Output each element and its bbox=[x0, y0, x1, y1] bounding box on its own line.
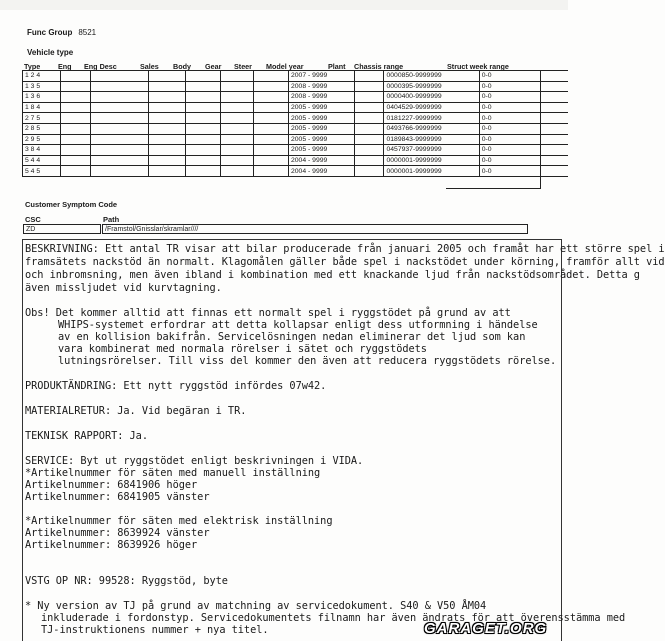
cell-body bbox=[185, 92, 220, 103]
cell-struct: 0-0 bbox=[479, 71, 568, 82]
cell-eng-desc bbox=[90, 102, 148, 113]
technical-report: TEKNISK RAPPORT: Ja. bbox=[25, 430, 148, 442]
electric-part-right: Artikelnummer: 8639926 höger bbox=[25, 539, 198, 551]
cell-chassis: 0404529-9999999 bbox=[384, 102, 479, 113]
cell-chassis: 0189843-9999999 bbox=[384, 134, 479, 145]
cell-gear bbox=[220, 71, 253, 82]
cell-eng bbox=[61, 166, 91, 177]
col-steer: Steer bbox=[234, 62, 252, 71]
cell-steer bbox=[253, 134, 288, 145]
cell-model-year: 2005 - 9999 bbox=[289, 145, 355, 156]
cell-plant bbox=[354, 123, 384, 134]
cell-model-year: 2007 - 9999 bbox=[289, 71, 355, 82]
cell-chassis: 0000001-9999999 bbox=[384, 155, 479, 166]
cell-type: 5 4 5 bbox=[23, 166, 61, 177]
cell-struct: 0-0 bbox=[479, 113, 568, 124]
note-line-1: Obs! Det kommer alltid att finnas ett normalt spel i ryggstödet på grund av att bbox=[25, 307, 511, 319]
path-label: Path bbox=[103, 215, 120, 224]
path-value: /Framstol/Gnisslar/skramlar//// bbox=[102, 224, 528, 234]
cell-plant bbox=[354, 81, 384, 92]
cell-body bbox=[185, 71, 220, 82]
cell-plant bbox=[354, 71, 384, 82]
description-line-4: även missljudet vid kurvtagning. bbox=[25, 282, 222, 294]
vstg-op-nr: VSTG OP NR: 99528: Ryggstöd, byte bbox=[25, 575, 228, 587]
cell-struct: 0-0 bbox=[479, 92, 568, 103]
cell-plant bbox=[354, 113, 384, 124]
cell-body bbox=[185, 155, 220, 166]
cell-sales bbox=[149, 123, 185, 134]
cell-plant bbox=[354, 166, 384, 177]
cell-eng bbox=[61, 134, 91, 145]
col-model-year: Model year bbox=[266, 62, 304, 71]
service-line: SERVICE: Byt ut ryggstödet enligt beskrivningen i VIDA. bbox=[25, 455, 364, 467]
revision-note-line-2: inkluderade i fordonstyp. Servicedokumentets filnamn har även ändrats för att överensstämma med bbox=[41, 612, 626, 624]
col-body: Body bbox=[173, 62, 191, 71]
cell-body bbox=[185, 166, 220, 177]
cell-type: 2 9 5 bbox=[23, 134, 61, 145]
col-chassis-range: Chassis range bbox=[354, 62, 404, 71]
cell-gear bbox=[220, 155, 253, 166]
cell-chassis: 0000850-9999999 bbox=[384, 71, 479, 82]
cell-eng-desc bbox=[90, 81, 148, 92]
cell-eng bbox=[61, 145, 91, 156]
col-sales: Sales bbox=[140, 62, 159, 71]
cell-sales bbox=[149, 145, 185, 156]
cell-type: 1 2 4 bbox=[23, 71, 61, 82]
cell-body bbox=[185, 145, 220, 156]
cell-type: 1 3 6 bbox=[23, 92, 61, 103]
cell-sales bbox=[149, 71, 185, 82]
note-line-4: vara kombinerat med normala rörelser i sätet och ryggstödets bbox=[58, 343, 427, 355]
cell-type: 5 4 4 bbox=[23, 155, 61, 166]
col-eng: Eng bbox=[58, 62, 72, 71]
cell-type: 3 8 4 bbox=[23, 145, 61, 156]
cell-body bbox=[185, 123, 220, 134]
col-plant: Plant bbox=[328, 62, 346, 71]
cell-chassis: 0000001-9999999 bbox=[384, 166, 479, 177]
cell-model-year: 2004 - 9999 bbox=[289, 155, 355, 166]
cell-chassis: 0493766-9999999 bbox=[384, 123, 479, 134]
cell-sales bbox=[149, 92, 185, 103]
cell-type: 1 8 4 bbox=[23, 102, 61, 113]
cell-chassis: 0000400-9999999 bbox=[384, 92, 479, 103]
cell-struct: 0-0 bbox=[479, 155, 568, 166]
note-line-2: WHIPS-systemet erfordrar att detta kollapsar enligt dess utformning i händelse bbox=[58, 319, 538, 331]
cell-model-year: 2005 - 9999 bbox=[289, 113, 355, 124]
cell-steer bbox=[253, 71, 288, 82]
cell-model-year: 2005 - 9999 bbox=[289, 134, 355, 145]
cell-struct: 0-0 bbox=[479, 134, 568, 145]
cell-sales bbox=[149, 102, 185, 113]
csc-value: ZD bbox=[23, 224, 101, 234]
cell-chassis: 0457937-9999999 bbox=[384, 145, 479, 156]
func-group bbox=[27, 28, 96, 37]
symptom-heading: Customer Symptom Code bbox=[25, 200, 118, 209]
material-return: MATERIALRETUR: Ja. Vid begäran i TR. bbox=[25, 405, 247, 417]
cell-steer bbox=[253, 155, 288, 166]
cell-chassis: 0181227-9999999 bbox=[384, 113, 479, 124]
product-change: PRODUKTÄNDRING: Ett nytt ryggstöd infördes 07w42. bbox=[25, 380, 327, 392]
col-struct-week: Struct week range bbox=[447, 62, 509, 71]
cell-body bbox=[185, 113, 220, 124]
cell-type: 2 7 5 bbox=[23, 113, 61, 124]
cell-plant bbox=[354, 92, 384, 103]
manual-part-right: Artikelnummer: 6841906 höger bbox=[25, 479, 198, 491]
cell-gear bbox=[220, 145, 253, 156]
cell-eng-desc bbox=[90, 123, 148, 134]
cell-sales bbox=[149, 81, 185, 92]
cell-sales bbox=[149, 113, 185, 124]
cell-plant bbox=[354, 102, 384, 113]
vehicle-type-heading: Vehicle type bbox=[27, 48, 74, 57]
cell-gear bbox=[220, 166, 253, 177]
cell-struct: 0-0 bbox=[479, 166, 568, 177]
cell-steer bbox=[253, 166, 288, 177]
cell-gear bbox=[220, 123, 253, 134]
cell-steer bbox=[253, 123, 288, 134]
cell-model-year: 2008 - 9999 bbox=[289, 81, 355, 92]
cell-gear bbox=[220, 92, 253, 103]
cell-steer bbox=[253, 113, 288, 124]
cell-eng-desc bbox=[90, 155, 148, 166]
cell-plant bbox=[354, 134, 384, 145]
cell-eng bbox=[61, 92, 91, 103]
cell-plant bbox=[354, 145, 384, 156]
cell-eng-desc bbox=[90, 71, 148, 82]
cell-gear bbox=[220, 113, 253, 124]
cell-chassis: 0000395-9999999 bbox=[384, 81, 479, 92]
cell-type: 2 8 5 bbox=[23, 123, 61, 134]
cell-model-year: 2004 - 9999 bbox=[289, 166, 355, 177]
page-top-edge bbox=[0, 0, 568, 10]
cell-model-year: 2005 - 9999 bbox=[289, 102, 355, 113]
cell-struct: 0-0 bbox=[479, 145, 568, 156]
cell-eng bbox=[61, 113, 91, 124]
cell-model-year: 2008 - 9999 bbox=[289, 92, 355, 103]
manual-part-left: Artikelnummer: 6841905 vänster bbox=[25, 491, 210, 503]
cell-eng-desc bbox=[90, 113, 148, 124]
manual-seat-heading: *Artikelnummer för säten med manuell inställning bbox=[25, 467, 321, 479]
func-group-label: Func Group bbox=[27, 28, 73, 37]
cell-body bbox=[185, 81, 220, 92]
func-group-value: 8521 bbox=[78, 28, 97, 37]
cell-gear bbox=[220, 81, 253, 92]
note-line-5: lutningsrörelser. Till viss del kommer den även att reducera ryggstödets rörelse. bbox=[58, 355, 557, 367]
cell-eng bbox=[61, 123, 91, 134]
description-line-1: BESKRIVNING: Ett antal TR visar att bilar producerade från januari 2005 och framåt har ett större spel i bbox=[25, 243, 665, 255]
cell-sales bbox=[149, 166, 185, 177]
cell-eng-desc bbox=[90, 166, 148, 177]
col-gear: Gear bbox=[205, 62, 222, 71]
cell-gear bbox=[220, 134, 253, 145]
cell-model-year: 2005 - 9999 bbox=[289, 123, 355, 134]
cell-plant bbox=[354, 155, 384, 166]
cell-eng-desc bbox=[90, 134, 148, 145]
note-line-3: av en kollision bakifrån. Servicelösningen nedan eliminerar det ljud som kan bbox=[58, 331, 526, 343]
electric-part-left: Artikelnummer: 8639924 vänster bbox=[25, 527, 210, 539]
cell-steer bbox=[253, 102, 288, 113]
description-line-2: framsätets nackstöd än normalt. Klagomålen gäller både spel i nackstödet under körning, framför allt vid bbox=[25, 256, 665, 268]
cell-struct: 0-0 bbox=[479, 81, 568, 92]
col-type: Type bbox=[24, 62, 41, 71]
csc-label: CSC bbox=[25, 215, 41, 224]
cell-eng-desc bbox=[90, 92, 148, 103]
cell-eng bbox=[61, 81, 91, 92]
cell-body bbox=[185, 102, 220, 113]
cell-steer bbox=[253, 81, 288, 92]
cell-struct: 0-0 bbox=[479, 102, 568, 113]
garaget-watermark: GARAGET.ORG bbox=[424, 620, 548, 637]
cell-gear bbox=[220, 102, 253, 113]
cell-eng-desc bbox=[90, 145, 148, 156]
revision-note-line-1: * Ny version av TJ på grund av matchning av servicedokument. S40 & V50 ÅM04 bbox=[25, 600, 487, 612]
revision-note-line-3: TJ-instruktionens nummer + nya titel. bbox=[41, 624, 269, 636]
cell-sales bbox=[149, 155, 185, 166]
table-right-border bbox=[446, 70, 541, 189]
cell-eng bbox=[61, 71, 91, 82]
cell-eng bbox=[61, 155, 91, 166]
electric-seat-heading: *Artikelnummer för säten med elektrisk inställning bbox=[25, 515, 333, 527]
cell-type: 1 3 5 bbox=[23, 81, 61, 92]
cell-struct: 0-0 bbox=[479, 123, 568, 134]
cell-eng bbox=[61, 102, 91, 113]
cell-steer bbox=[253, 145, 288, 156]
cell-sales bbox=[149, 134, 185, 145]
description-line-3: och inbromsning, men även ibland i kombination med ett knackande ljud från nackstödsområdet. Detta g bbox=[25, 269, 640, 281]
col-eng-desc: Eng Desc bbox=[84, 62, 117, 71]
cell-steer bbox=[253, 92, 288, 103]
cell-body bbox=[185, 134, 220, 145]
